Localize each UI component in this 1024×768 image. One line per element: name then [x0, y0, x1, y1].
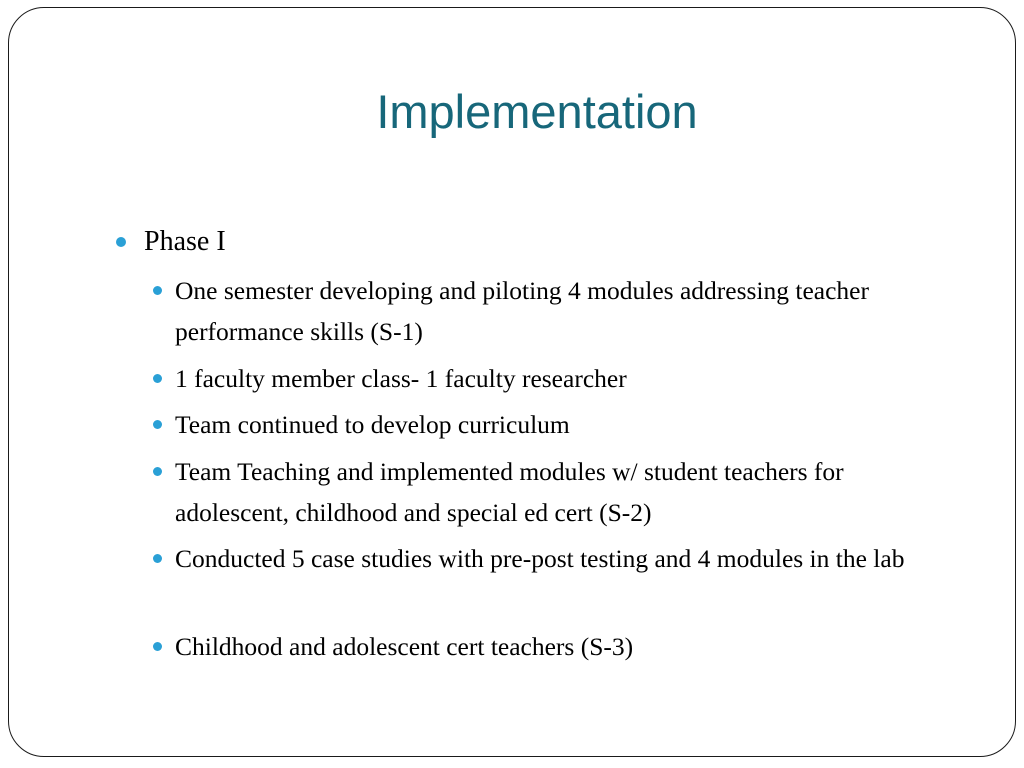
sub-bullet-3	[153, 404, 953, 445]
sub-bullet-text: Team continued to develop curriculum	[175, 410, 570, 439]
bullet-text: Phase I	[144, 226, 226, 257]
sub-bullet-text: Conducted 5 case studies with pre-post testing and 4 modules in the lab	[175, 544, 905, 573]
sub-bullet-6	[153, 626, 953, 667]
bullet-dot-icon	[153, 420, 162, 429]
bullet-dot-icon	[116, 237, 126, 247]
slide-title: Implementation	[376, 85, 698, 138]
sub-bullet-text: 1 faculty member class- 1 faculty researcher	[175, 364, 627, 393]
bullet-dot-icon	[153, 467, 162, 476]
sub-bullet-text: One semester developing and piloting 4 modules addressing teacher performance skills (S-1)	[175, 276, 869, 346]
bullet-dot-icon	[153, 374, 162, 383]
sub-bullet-5	[153, 538, 953, 579]
bullet-dot-icon	[153, 642, 162, 651]
sub-bullet-text: Team Teaching and implemented modules w/ student teachers for adolescent, childhood and special ed cert (S-2)	[175, 457, 844, 527]
sub-bullet-text: Childhood and adolescent cert teachers (S-3)	[175, 632, 634, 661]
bullet-dot-icon	[153, 286, 162, 295]
sub-bullet-4	[153, 451, 953, 533]
bullet-dot-icon	[153, 554, 162, 563]
sub-bullet-2	[153, 358, 953, 399]
bullet-phase-1	[116, 223, 226, 261]
sub-bullet-1	[153, 270, 953, 352]
